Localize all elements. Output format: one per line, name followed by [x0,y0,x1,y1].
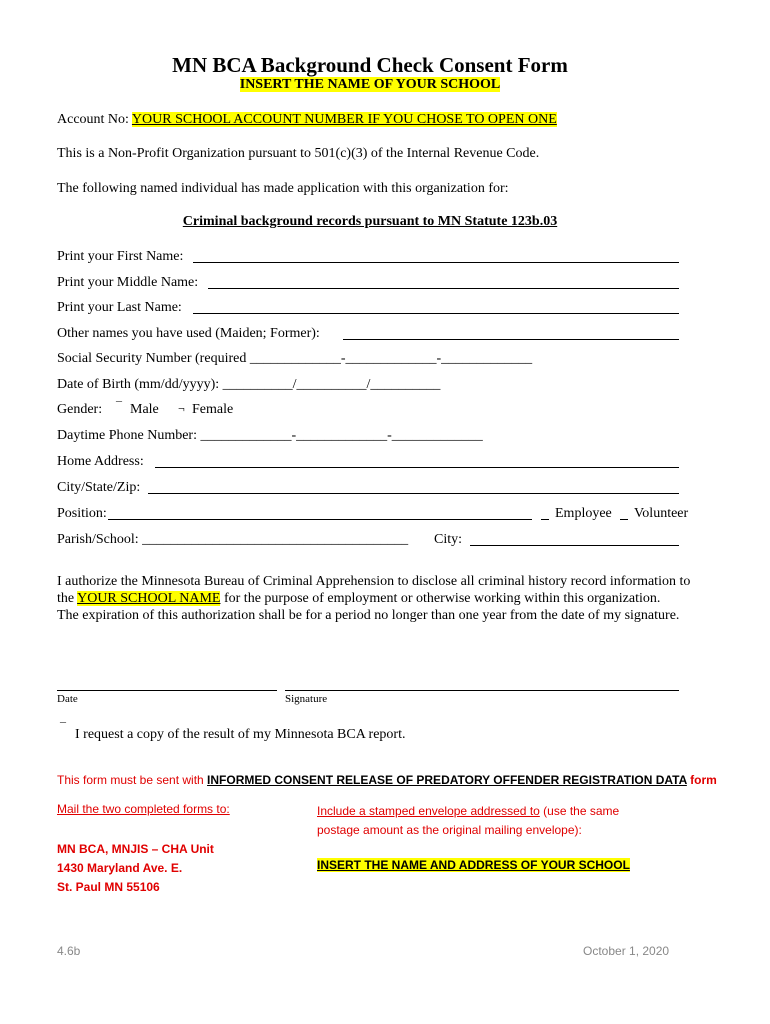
date-label: Date [57,693,78,705]
mail-to-label: Mail the two completed forms to: [57,802,230,816]
volunteer-label: Volunteer [634,506,689,521]
position-label: Position: [57,506,107,521]
school-name-inline-placeholder: YOUR SCHOOL NAME [77,591,221,606]
employee-checkbox[interactable] [541,519,549,520]
city-field[interactable] [470,545,679,546]
other-names-field[interactable] [343,339,679,340]
first-name-field[interactable] [193,262,679,263]
gender-male-label: Male [130,402,159,417]
authorization-paragraph: I authorize the Minnesota Bureau of Criminal Apprehension to disclose all criminal history record information to the YOUR SCHOOL NAME for the purpose of employment or otherwise working within this organization. The expiration of this authorization shall be for a period no longer than one year from the date of my signature. [57,573,697,624]
gender-label: Gender: [57,402,103,417]
middle-name-label: Print your Middle Name: [57,275,199,290]
daytime-phone-field[interactable]: Daytime Phone Number: _____________-_____________-_____________ [57,428,483,443]
middle-name-field[interactable] [208,288,679,289]
copy-request-checkbox[interactable]: ¯ [60,720,66,734]
copy-request-label: I request a copy of the result of my Minnesota BCA report. [75,727,406,742]
date-line[interactable] [57,690,277,691]
city-state-zip-label: City/State/Zip: [57,480,141,495]
school-name-placeholder: INSERT THE NAME OF YOUR SCHOOL [239,77,501,92]
bca-mailing-address: MN BCA, MNJIS – CHA Unit 1430 Maryland Ave. E. St. Paul MN 55106 [57,842,214,894]
school-address-placeholder: INSERT THE NAME AND ADDRESS OF YOUR SCHOOL [317,858,630,872]
position-field[interactable] [108,519,532,520]
criminal-records-heading: Criminal background records pursuant to MN Statute 123b.03 [182,214,558,229]
other-names-label: Other names you have used (Maiden; Former): [57,326,320,341]
account-number-row [57,112,557,128]
volunteer-checkbox[interactable] [620,519,628,520]
home-address-field[interactable] [155,467,679,468]
gender-female-label: Female [192,402,234,417]
last-name-label: Print your Last Name: [57,300,182,315]
dob-field[interactable]: Date of Birth (mm/dd/yyyy): __________/__________/__________ [57,377,441,392]
account-number-placeholder: YOUR SCHOOL ACCOUNT NUMBER IF YOU CHOSE TO OPEN ONE [131,112,557,127]
application-statement: The following named individual has made application with this organization for: [57,181,509,196]
nonprofit-statement: This is a Non-Profit Organization pursuant to 501(c)(3) of the Internal Revenue Code. [57,146,540,161]
city-state-zip-field[interactable] [148,493,679,494]
parish-school-field[interactable]: Parish/School: ______________________________________ [57,532,409,547]
form-version: 4.6b [57,944,81,958]
account-label: Account No: [57,112,129,127]
gender-female-checkbox[interactable]: ¬ [178,401,185,415]
home-address-label: Home Address: [57,454,144,469]
gender-male-checkbox[interactable]: ¯ [116,399,122,413]
ssn-field[interactable]: Social Security Number (required _____________-_____________-_____________ [57,351,533,366]
first-name-label: Print your First Name: [57,249,184,264]
last-name-field[interactable] [193,313,679,314]
expiration-statement: The expiration of this authorization shall be for a period no longer than one year from the date of my signature. [57,608,680,623]
employee-label: Employee [555,506,612,521]
must-send-with-notice: This form must be sent with INFORMED CONSENT RELEASE OF PREDATORY OFFENDER REGISTRATION DATA form [57,773,717,787]
city-label: City: [434,532,463,547]
envelope-instructions: Include a stamped envelope addressed to (use the same postage amount as the original mailing envelope): [317,804,620,837]
signature-line[interactable] [285,690,679,691]
signature-label: Signature [285,693,328,705]
form-title: MN BCA Background Check Consent Form [172,53,568,77]
form-date: October 1, 2020 [583,944,670,958]
